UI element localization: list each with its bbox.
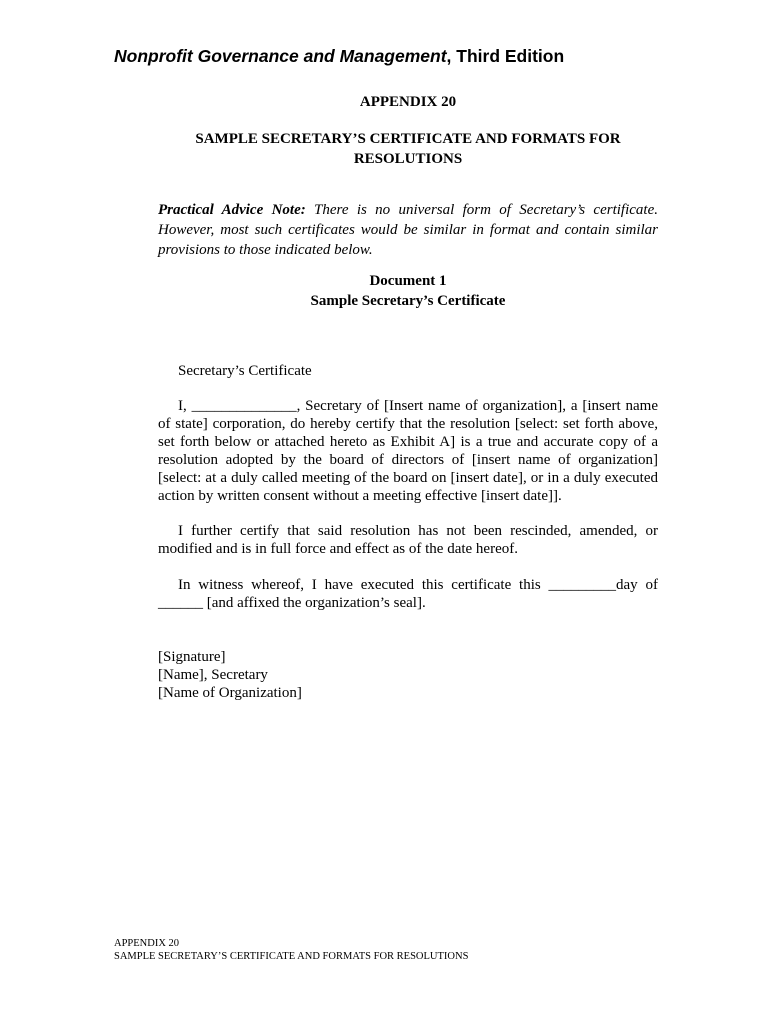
footer-line-1: APPENDIX 20	[114, 938, 180, 949]
certificate-heading: Secretary’s Certificate	[178, 363, 312, 379]
appendix-label: APPENDIX 20	[359, 94, 457, 110]
document-heading	[158, 271, 658, 311]
main-title-line-2: RESOLUTIONS	[353, 151, 463, 167]
footer-line-2: SAMPLE SECRETARY’S CERTIFICATE AND FORMATS FOR RESOLUTIONS	[114, 951, 469, 962]
book-title-italic: Nonprofit Governance and Management	[114, 46, 447, 66]
main-title	[170, 129, 646, 169]
certificate-paragraph-2: I further certify that said resolution has not been rescinded, amended, or modified and is in full force and effect as of the date hereof.	[158, 523, 658, 557]
signature-block	[158, 648, 658, 702]
book-title	[114, 46, 564, 67]
certificate-paragraph-1: I, ______________, Secretary of [Insert name of organization], a [insert name of state] corporation, do hereby certify that the resolution [select: set forth above, set forth below or attached hereto as Exhibit A] is a true and accurate copy of a resolution adopted by the board of directors of [insert name of organization] [select: at a duly called meeting of the board on [insert date], or in a duly executed action by written consent without a meeting effective [insert date]].	[158, 398, 658, 504]
note-text: There is no universal form of Secretary’s certificate. However, most such certificates would be similar in format and contain similar provisions to those indicated below.	[158, 202, 658, 258]
organization-name-line: [Name of Organization]	[158, 685, 302, 701]
signer-name-line: [Name], Secretary	[158, 667, 268, 683]
main-title-line-1: SAMPLE SECRETARY’S CERTIFICATE AND FORMATS FOR	[195, 131, 621, 147]
document-title: Sample Secretary’s Certificate	[310, 293, 506, 309]
note-label: Practical Advice Note:	[158, 202, 306, 218]
certificate-paragraph-3: In witness whereof, I have executed this certificate this _________day of ______ [and affixed the organization’s seal].	[158, 577, 658, 611]
book-title-edition: , Third Edition	[446, 46, 565, 66]
practical-advice-note	[158, 200, 658, 260]
document-number: Document 1	[369, 273, 447, 289]
signature-line: [Signature]	[158, 649, 226, 665]
page-footer	[114, 937, 468, 963]
